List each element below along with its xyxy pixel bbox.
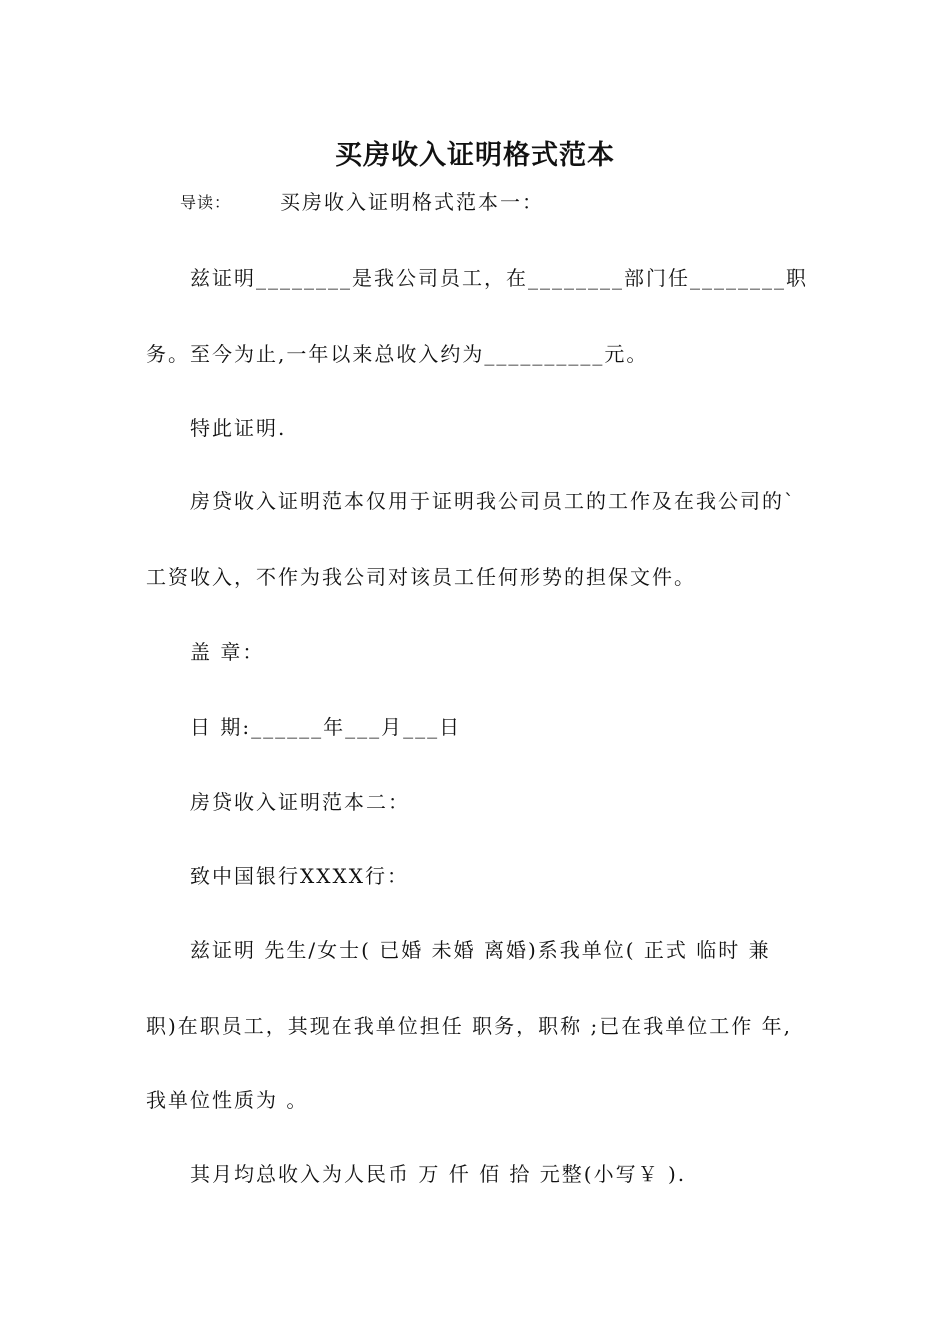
paragraph-line: 兹证明 先生/女士( 已婚 未婚 离婚)系我单位( 正式 临时 兼: [190, 938, 771, 962]
paragraph-line: 致中国银行XXXX行：: [190, 864, 409, 888]
document-title: 买房收入证明格式范本: [335, 140, 615, 171]
paragraph-line: 房贷收入证明范本仅用于证明我公司员工的工作及在我公司的`: [190, 489, 796, 513]
paragraph-line: 务。至今为止,一年以来总收入约为__________元。: [146, 342, 649, 366]
guide-label: 导读：: [180, 193, 232, 212]
paragraph-line: 盖 章：: [190, 640, 265, 664]
paragraph-line: 兹证明________是我公司员工，在________部门任________职: [190, 266, 808, 290]
guide-text: 买房收入证明格式范本一：: [280, 190, 544, 214]
paragraph-line: 职)在职员工，其现在我单位担任 职务，职称 ;已在我单位工作 年,: [146, 1014, 792, 1038]
paragraph-line: 日 期:______年___月___日: [190, 715, 462, 739]
paragraph-line: 工资收入，不作为我公司对该员工任何形势的担保文件。: [146, 565, 696, 589]
paragraph-line: 房贷收入证明范本二：: [190, 790, 410, 814]
paragraph-line: 其月均总收入为人民币 万 仟 佰 拾 元整(小写￥ ).: [190, 1162, 687, 1186]
paragraph-line: 特此证明.: [190, 416, 287, 440]
paragraph-line: 我单位性质为 。: [146, 1088, 309, 1112]
